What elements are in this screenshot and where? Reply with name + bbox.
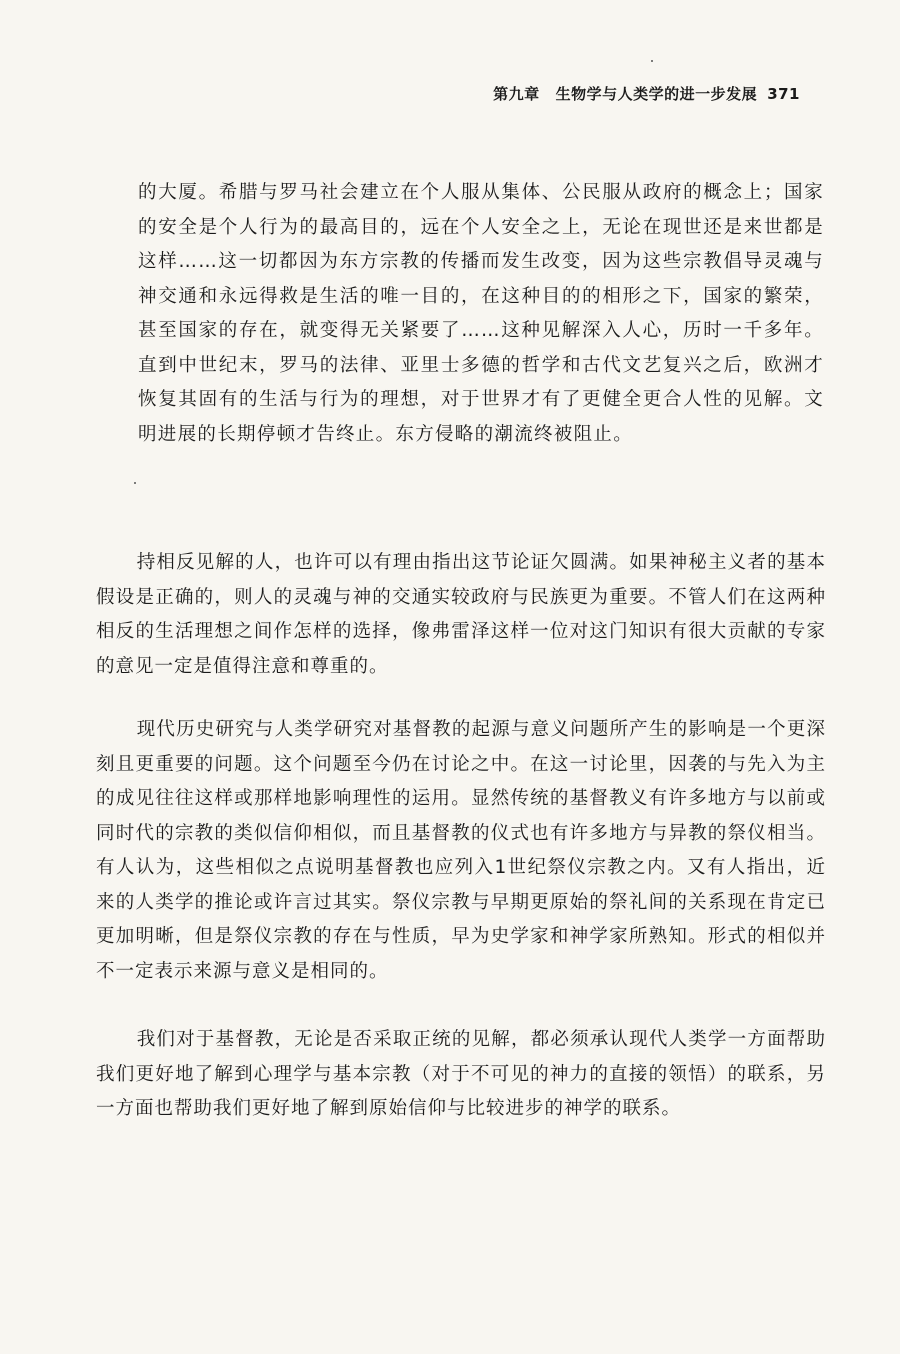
body-paragraph: 我们对于基督教，无论是否采取正统的见解，都必须承认现代人类学一方面帮助我们更好地了解到心理学与基本宗教（对于不可见的神力的直接的领悟）的联系，另一方面也帮助我们更好地了解到原始信仰与比较进步的神学的联系。 [96, 1029, 826, 1119]
block-quote: 的大厦。希腊与罗马社会建立在个人服从集体、公民服从政府的概念上；国家的安全是个人行为的最高目的，远在个人安全之上，无论在现世还是来世都是这样……这一切都因为东方宗教的传播而发生改变，因为这些宗教倡导灵魂与神交通和永远得救是生活的唯一目的，在这种目的的相形之下，国家的繁荣，甚至国家的存在，就变得无关紧要了……这种见解深入人心，历时一千多年。直到中世纪末，罗马的法律、亚里士多德的哲学和古代文艺复兴之后，欧洲才恢复其固有的生活与行为的理想，对于世界才有了更健全更合人性的见解。文明进展的长期停顿才告终止。东方侵略的潮流终被阻止。 [138, 182, 824, 445]
body-paragraph: 现代历史研究与人类学研究对基督教的起源与意义问题所产生的影响是一个更深刻且更重要的问题。这个问题至今仍在讨论之中。在这一讨论里，因袭的与先入为主的成见往往这样或那样地影响理性的运用。显然传统的基督教义有许多地方与以前或同时代的宗教的类似信仰相似，而且基督教的仪式也有许多地方与异教的祭仪相当。有人认为，这些相似之点说明基督教也应列入1世纪祭仪宗教之内。又有人指出，近来的人类学的推论或许言过其实。祭仪宗教与早期更原始的祭礼间的关系现在肯定已更加明晰，但是祭仪宗教的存在与性质，早为史学家和神学家所熟知。形式的相似并不一定表示来源与意义是相同的。 [96, 719, 826, 982]
print-speck [134, 482, 136, 484]
page-number: 371 [767, 85, 800, 103]
print-speck [651, 60, 653, 62]
chapter-title: 生物学与人类学的进一步发展 [555, 85, 758, 103]
body-paragraph: 持相反见解的人，也许可以有理由指出这节论证欠圆满。如果神秘主义者的基本假设是正确的，则人的灵魂与神的交通实较政府与民族更为重要。不管人们在这两种相反的生活理想之间作怎样的选择，像弗雷泽这样一位对这门知识有很大贡献的专家的意见一定是值得注意和尊重的。 [96, 552, 826, 677]
chapter-label: 第九章 [493, 85, 540, 103]
running-header [493, 83, 800, 104]
